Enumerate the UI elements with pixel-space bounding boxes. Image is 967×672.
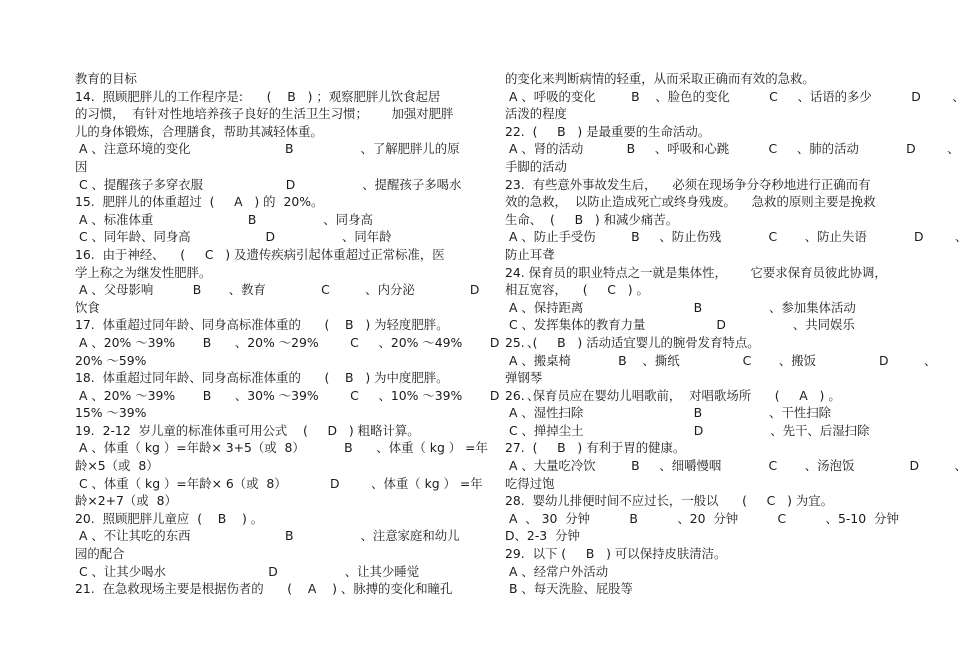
right-column-line: A 、保持距离 B 、参加集体活动 (505, 299, 856, 315)
left-column-line: A 、20% ～39% B 、20% ～29% C 、20% ～49% D 、 (75, 334, 540, 350)
left-column-line: 16. 由于神经、 ( C ) 及遗传疾病引起体重超过正常标准，医 (75, 246, 445, 262)
right-column-line: C 、发挥集体的教育力量 D 、共同娱乐 (505, 317, 855, 333)
right-column-line: C 、掸掉尘土 D 、先干、后湿扫除 (505, 422, 870, 438)
right-column-line: 22. ( B ) 是最重要的生命活动。 (505, 123, 711, 139)
right-column-line: 吃得过饱 (505, 475, 555, 491)
left-column-line: 的习惯， 有针对性地培养孩子良好的生活卫生习惯； 加强对肥胖 (75, 106, 454, 122)
left-column-line: 学上称之为继发性肥胖。 (75, 264, 212, 280)
left-column-line: 18. 体重超过同年龄、同身高标准体重的 ( B ) 为中度肥胖。 (75, 370, 449, 386)
right-column (505, 70, 967, 598)
right-column-line: A 、大量吃冷饮 B 、细嚼慢咽 C 、汤泡饭 D 、 (505, 458, 967, 474)
left-column-line: A 、注意环境的变化 B 、了解肥胖儿的原 (75, 141, 460, 157)
right-column-line: 防止耳聋 (505, 246, 555, 262)
left-column-line: 21. 在急救现场主要是根据伤者的 ( A ) 、脉搏的变化和瞳孔 (75, 581, 453, 597)
left-column-line: C 、体重（ kg ）=年龄× 6（或 8） D 、体重（ kg ） =年 (75, 475, 483, 491)
left-column-line: C 、同年龄、同身高 D 、同年龄 (75, 229, 392, 245)
right-column-line: A 、搬桌椅 B 、撕纸 C 、搬饭 D 、 (505, 352, 937, 368)
right-column-line: 活泼的程度 (505, 106, 567, 122)
left-column-line: 20% ～59% (75, 352, 147, 368)
left-column-line: A 、标准体重 B 、同身高 (75, 211, 373, 227)
left-column-line: C 、让其少喝水 D 、让其少睡觉 (75, 563, 420, 579)
left-column-line: 19. 2-12 岁儿童的标准体重可用公式 ( D ) 粗略计算。 (75, 422, 420, 438)
right-column-line: A 、 30 分钟 B 、20 分钟 C 、5-10 分钟 (505, 510, 899, 526)
right-column-line: A 、呼吸的变化 B 、脸色的变化 C 、话语的多少 D 、 (505, 88, 965, 104)
right-column-line: B 、每天洗脸、屁股等 (505, 581, 633, 597)
right-column-line: D、2-3 分钟 (505, 528, 580, 544)
left-column-line: 儿的身体锻炼，合理膳食，帮助其减轻体重。 (75, 123, 323, 139)
left-column-line: A 、不让其吃的东西 B 、注意家庭和幼儿 (75, 528, 460, 544)
left-column-line: 龄×5（或 8） (75, 458, 159, 474)
left-column-line: 20. 照顾肥胖儿童应 ( B ) 。 (75, 510, 264, 526)
left-column-line: 龄×2+7（或 8） (75, 493, 177, 509)
right-column-line: 29. 以下 ( B ) 可以保持皮肤清洁。 (505, 546, 727, 562)
right-column-line: 28. 婴幼儿排便时间不应过长，一般以 ( C ) 为宜。 (505, 493, 834, 509)
right-column-line: 的变化来判断病情的轻重，从而采取正确而有效的急救。 (505, 71, 815, 86)
right-column-line: 效的急救， 以防止造成死亡或终身残废。 急救的原则主要是挽救 (505, 194, 876, 210)
right-column-line: 24. 保育员的职业特点之一就是集体性， 它要求保育员彼此协调， (505, 264, 887, 280)
left-column-line: C 、提醒孩子多穿衣服 D 、提醒孩子多喝水 (75, 176, 462, 192)
right-column-line: 25. ( B ) 活动适宜婴儿的腕骨发育特点。 (505, 334, 760, 350)
right-column-line: A 、防止手受伤 B 、防止伤残 C 、防止失语 D 、 (505, 229, 967, 245)
left-column-line: 15% ～39% (75, 405, 147, 421)
right-column-line: A 、湿性扫除 B 、干性扫除 (505, 405, 831, 421)
left-column-line: A 、20% ～39% B 、30% ～39% C 、10% ～39% D 、 (75, 387, 540, 403)
left-column-line: A 、父母影响 B 、教育 C 、内分泌 D 、 (75, 282, 532, 298)
left-column-line: 园的配合 (75, 546, 125, 562)
left-column-line: 饮食 (75, 299, 100, 315)
left-column-line: 教育的目标 (75, 71, 137, 86)
right-column-line: 生命、 ( B ) 和减少痛苦。 (505, 211, 679, 227)
left-column-line: A 、体重（ kg ）=年龄× 3+5（或 8） B 、体重（ kg ） =年 (75, 440, 488, 456)
left-column-line: 因 (75, 158, 88, 174)
right-column-line: 弹钢琴 (505, 370, 543, 386)
right-column-line: A 、肾的活动 B 、呼吸和心跳 C 、肺的活动 D 、 (505, 141, 960, 157)
right-column-line: A 、经常户外活动 (505, 563, 609, 579)
right-column-line: 相互宽容， ( C ) 。 (505, 282, 649, 298)
right-column-line: 26. 保育员应在婴幼儿唱歌前， 对唱歌场所 ( A ) 。 (505, 387, 841, 403)
right-column-line: 23. 有些意外事故发生后， 必须在现场争分夺秒地进行正确而有 (505, 176, 871, 192)
left-column-line: 14. 照顾肥胖儿的工作程序是: ( B ) ；观察肥胖儿饮食起居 (75, 88, 441, 104)
left-column-line: 15. 肥胖儿的体重超过 ( A ) 的 20%。 (75, 194, 324, 210)
right-column-line: 27. ( B ) 有利于胃的健康。 (505, 440, 686, 456)
left-column-line: 17. 体重超过同年龄、同身高标准体重的 ( B ) 为轻度肥胖。 (75, 317, 449, 333)
right-column-line: 手脚的活动 (505, 158, 567, 174)
